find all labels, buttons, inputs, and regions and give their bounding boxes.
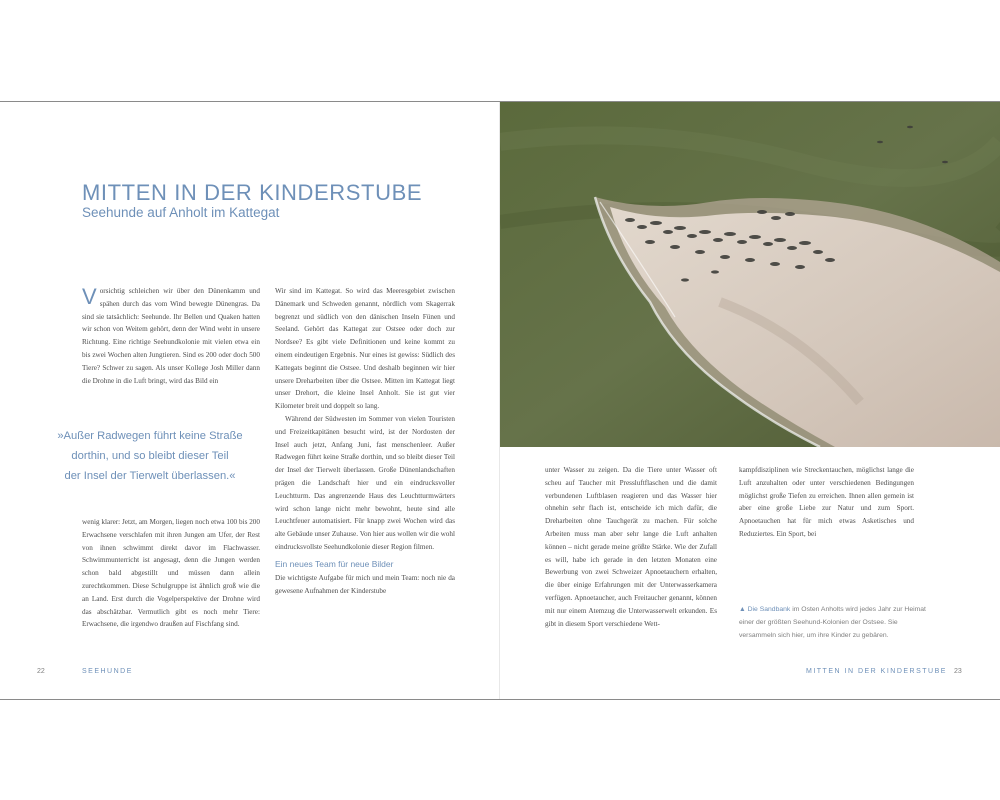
column-1-intro xyxy=(82,285,260,387)
right-running-head: MITTEN IN DER KINDERSTUBE xyxy=(806,668,947,675)
section-subheading: Ein neues Team für neue Bilder xyxy=(275,558,394,569)
intro-paragraph xyxy=(82,285,260,387)
intro-text: orsichtig schleichen wir über den Dünenkamm und spähen durch das vom Wind bewegte Dünengras. Da sind sie tatsächlich: Seehunde. Ihr Bellen und Quaken hatten wir schon von Weitem gehört, denn der Wind weht in unsere Richtung. Eine richtige Seehundkolonie mit vielen etwa ein bis zwei Wochen alten Jungtieren. Sind es 200 oder doch 500 Tiere? Schwer zu sagen. Als unser Kollege Josh Miller dann die Drohne in die Luft bringt, wird das Bild ein xyxy=(82,287,260,385)
article-subtitle: Seehunde auf Anholt im Kattegat xyxy=(82,205,280,220)
column-4-text: kampfdisziplinen wie Streckentauchen, möglichst lange die Luft anzuhalten oder unter verschiedenen Bedingungen möglichst große Tiefen zu erreichen. Ihnen allen gemein ist aber eine große Liebe zur Natur und zum Sport. Apnoetauchen hat für mich etwas Asketisches und Reduziertes. Ein Sport, bei xyxy=(739,466,914,538)
left-running-head: SEEHUNDE xyxy=(82,668,133,675)
column-2-paragraph-2: Während der Südwesten im Sommer von vielen Touristen und Freizeitkapitänen besucht wird, ist der Nordosten der Insel auch jetzt, Anfang Juni, fast menschenleer. Außer Radwegen führt keine Straße dorthin, und so bleibt dieser Teil der Insel der Tierwelt überlassen. Große Dünenlandschaften prägen die Landschaft hier und ein eindrucksvoller Leuchtturm. Das angrenzende Haus des Leuchtturmwärters wird schon lange nicht mehr bewohnt, heute sind alle Leuchtfeuer automatisiert. Für knapp zwei Wochen wird das alte Gebäude unser Zuhause. Von hier aus wollen wir die wohl eindrucksvollste Seehundkolonie dieser Region filmen. xyxy=(275,414,455,551)
article-title: MITTEN IN DER KINDERSTUBE xyxy=(82,180,423,205)
right-page-number: 23 xyxy=(954,668,962,675)
pull-quote-line-2: dorthin, und so bleibt dieser Teil xyxy=(71,450,229,462)
column-2-paragraph-1: Wir sind im Kattegat. So wird das Meeresgebiet zwischen Dänemark und Schweden genannt, nördlich vom Skagerrak begrenzt und südlich von den dänischen Inseln Fünen und Seeland. Gehört das Kattegat zur Ostsee oder doch zur Nordsee? Es gibt viele Definitionen und keine kommt zu einem eindeutigen Ergebnis. Nur eines ist gewiss: Südlich des Kattegats beginnt die Ostsee. Und deshalb beginnen wir hier unsere Dreharbeiten über die Ostsee. Mitten im Kattegat liegt unser Drehort, die kleine Insel Anholt. Sie ist gut vier Kilometer breit und doppelt so lang. xyxy=(275,287,455,411)
left-page-number: 22 xyxy=(37,668,45,675)
pull-quote xyxy=(40,426,260,486)
caption-lead: Die Sandbank xyxy=(747,606,791,613)
book-spread xyxy=(0,101,1000,700)
column-3 xyxy=(545,464,717,630)
pull-quote-line-1: »Außer Radwegen führt keine Straße xyxy=(57,430,243,442)
pull-quote-line-3: der Insel der Tierwelt überlassen.« xyxy=(64,470,236,482)
column-2 xyxy=(275,285,455,597)
drop-cap: V xyxy=(82,284,97,309)
caption-text: im Osten Anholts wird jedes Jahr zur Heimat einer der größten Seehund-Kolonien der Ostsee. Sie versammeln sich hier, um ihre Kinder zu gebären. xyxy=(739,606,926,639)
column-1-continued xyxy=(82,516,260,631)
photo-caption xyxy=(739,604,929,642)
column-3-text: unter Wasser zu zeigen. Da die Tiere unter Wasser oft scheu auf Taucher mit Pressluftflaschen und die damit verbundenen Luftblasen reagieren und das Wasser hier ohnehin sehr flach ist, entscheide ich mich dafür, die Dreharbeiten ohne Tauchgerät zu machen. Für solche Arbeiten muss man aber sehr lange die Luft anhalten können – nicht gerade meine größte Stärke. Wie der Zufall es will, habe ich gerade in den letzten Monaten eine Bewerbung von zwei Schweizer Apnoetauchern erhalten, die über einige Erfahrungen mit der Unterwasserkamera verfügen. Apnoetaucher, auch Freitaucher genannt, können mit nur einem Atemzug die Unterwasserwelt erkunden. Es gibt in diesem Sport verschiedene Wett- xyxy=(545,466,717,628)
column-4 xyxy=(739,464,914,541)
column-1-cont-text: wenig klarer: Jetzt, am Morgen, liegen noch etwa 100 bis 200 Erwachsene verschlafen mit ihren Jungen am Ufer, der Rest von ihnen schwimmt direkt davor im Flachwasser. Schwimmunterricht ist angesagt, denn die Jungen werden schon bald abgestillt und müssen dann allein zurechtkommen. Diese Schulgruppe ist ähnlich groß wie die an Land. Erst durch die Vogelperspektive der Drohne wird das abschätzbar. Vermutlich gibt es noch mehr Tiere: Erwachsene, die irgendwo draußen auf Fischfang sind. xyxy=(82,518,260,629)
column-2-paragraph-3: Die wichtigste Aufgabe für mich und mein Team: noch nie da gewesene Aufnahmen der Kinderstube xyxy=(275,573,455,595)
caption-triangle-icon: ▲ xyxy=(739,606,746,613)
seal-colony-aerial-photo xyxy=(500,102,1000,447)
